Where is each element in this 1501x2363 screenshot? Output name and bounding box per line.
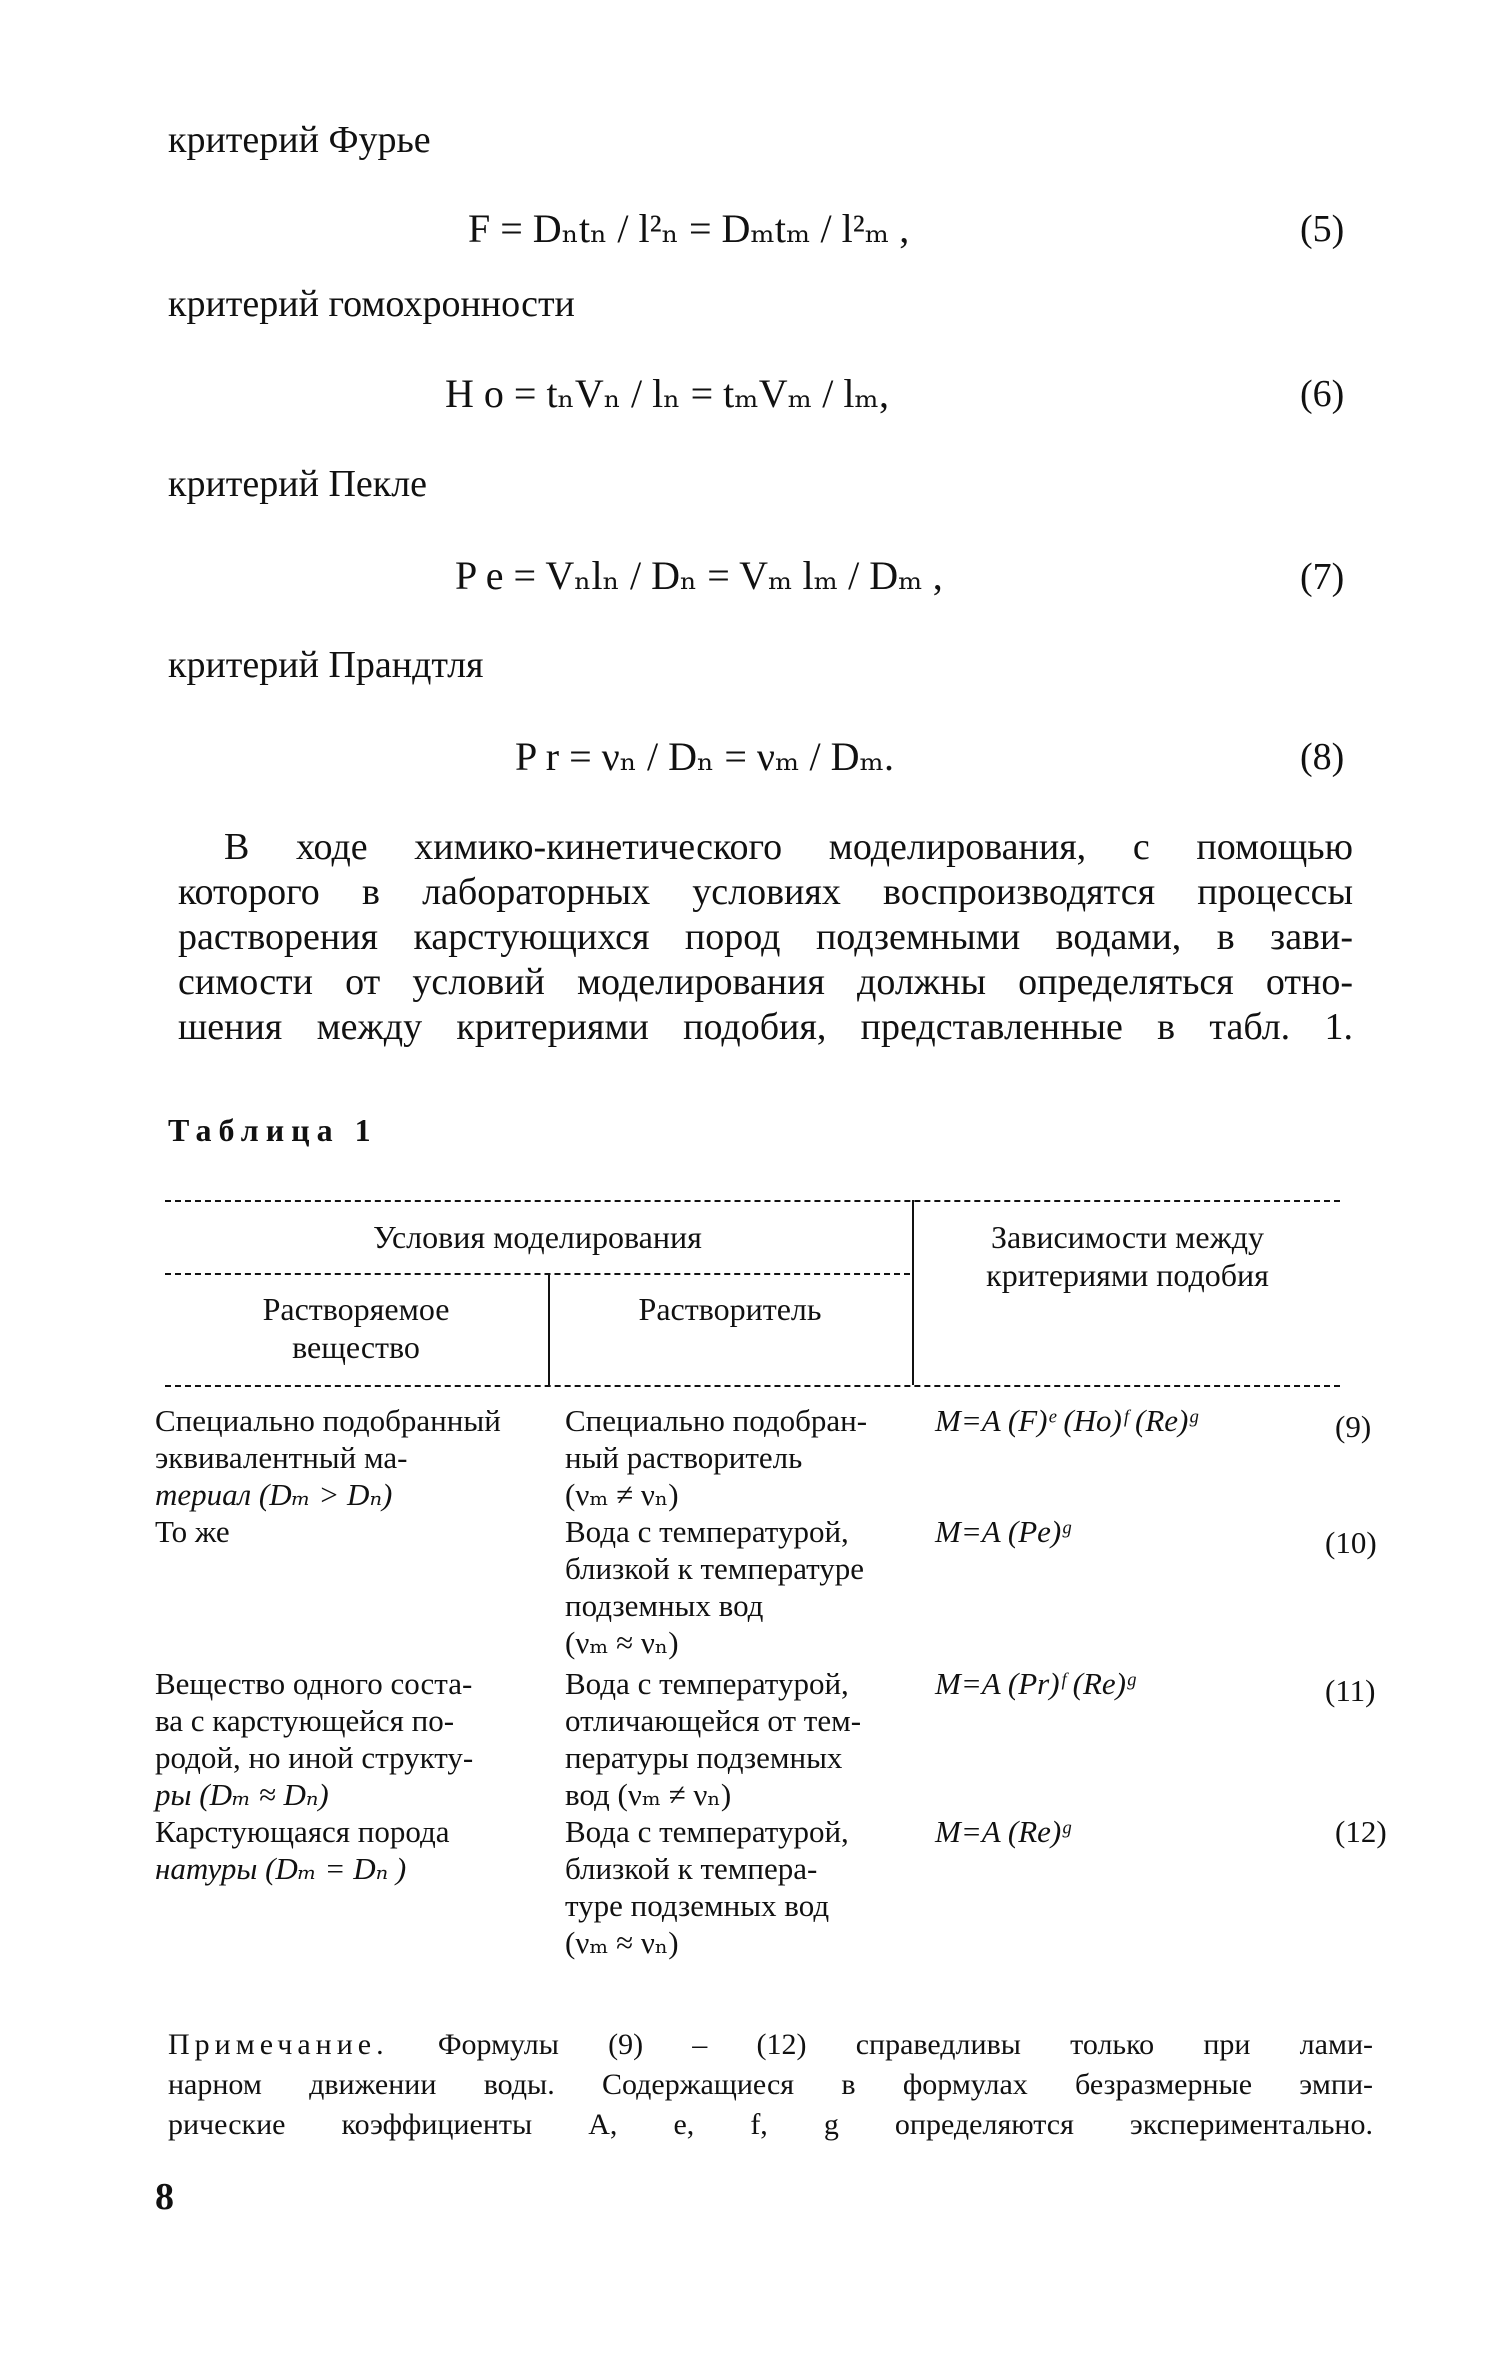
header-modeling-conditions: Условия моделирования: [373, 1219, 702, 1255]
row-3-solvent: Вода с температурой, отличающейся от тем- пературы подземных вод (νₘ ≠ νₙ): [565, 1666, 862, 1812]
table-header-bottom-rule: [165, 1385, 1340, 1387]
row-1-number: (9): [1335, 1409, 1372, 1444]
header-dependencies: Зависимости между критериями подобия: [986, 1219, 1269, 1293]
paragraph-line: растворения карстующихся пород подземными водами, в зави-: [178, 916, 1353, 958]
table-top-rule: [165, 1200, 1340, 1202]
paragraph-line: шения между критериями подобия, представленные в табл. 1.: [178, 1006, 1353, 1048]
table-header-mid-rule: [165, 1273, 910, 1275]
body-paragraph: [178, 825, 1353, 1050]
equation-number-6: (6): [1300, 373, 1345, 415]
row-4-solvent: Вода с температурой, близкой к темпера- туре подземных вод (νₘ ≈ νₙ): [565, 1814, 849, 1960]
paragraph-line: В ходе химико-кинетического моделирования, с помощью: [224, 826, 1353, 868]
row-1-solute: Специально подобранный эквивалентный ма- териал (Dₘ > Dₙ): [155, 1403, 501, 1512]
row-3-formula: M=A (Pr)ᶠ (Re)ᵍ: [935, 1666, 1135, 1701]
row-4-number: (12): [1335, 1814, 1387, 1849]
row-2-solvent: Вода с температурой, близкой к температуре подземных вод (νₘ ≈ νₙ): [565, 1514, 865, 1660]
paragraph-line: которого в лабораторных условиях воспроизводятся процессы: [178, 871, 1353, 913]
table-vertical-rule-main: [912, 1200, 914, 1385]
equation-number-7: (7): [1300, 556, 1345, 598]
criterion-label-peclet: критерий Пекле: [168, 463, 428, 505]
formula-fourier: F = Dₙtₙ / l²ₙ = Dₘtₘ / l²ₘ ,: [468, 206, 910, 251]
row-2-number: (10): [1325, 1525, 1377, 1560]
paragraph-line: симости от условий моделирования должны определяться отно-: [178, 961, 1353, 1003]
note-title: Примечание.: [168, 2028, 389, 2061]
table-note: Примечание. Формулы (9) – (12) справедливы только при лами- нарном движении воды. Содержащиеся в формулах безразмерные эмпи- рические коэффициенты A, e, f, g определяются экспериментально.: [168, 2028, 1373, 2141]
criterion-label-fourier: критерий Фурье: [168, 119, 431, 161]
table-caption: Таблица 1: [168, 1112, 378, 1148]
equation-number-8: (8): [1300, 736, 1345, 778]
row-2-formula: M=A (Pe)ᵍ: [935, 1514, 1071, 1549]
row-1-formula: M=A (F)ᵉ (Ho)ᶠ (Re)ᵍ: [935, 1403, 1198, 1438]
row-4-solute: Карстующаяся порода натуры (Dₘ = Dₙ ): [155, 1814, 450, 1886]
criterion-label-homochronicity: критерий гомохронности: [168, 283, 575, 325]
equation-number-5: (5): [1300, 208, 1345, 250]
header-solute: Растворяемое вещество: [262, 1291, 450, 1365]
page-number: 8: [155, 2176, 174, 2218]
formula-peclet: P e = Vₙlₙ / Dₙ = Vₘ lₘ / Dₘ ,: [455, 553, 943, 598]
criterion-label-prandtl: критерий Прандтля: [168, 644, 484, 686]
formula-prandtl: P r = νₙ / Dₙ = νₘ / Dₘ.: [515, 734, 895, 779]
row-3-solute: Вещество одного соста- ва с карстующейся по- родой, но иной структу- ры (Dₘ ≈ Dₙ): [155, 1666, 474, 1812]
row-3-number: (11): [1325, 1673, 1376, 1708]
row-2-solute: То же: [155, 1514, 230, 1549]
formula-homochronicity: H o = tₙVₙ / lₙ = tₘVₘ / lₘ,: [445, 371, 889, 416]
row-4-formula: M=A (Re)ᵍ: [935, 1814, 1071, 1849]
header-solvent: Растворитель: [638, 1291, 822, 1327]
row-1-solvent: Специально подобран- ный растворитель (νₘ ≠ νₙ): [565, 1403, 868, 1512]
